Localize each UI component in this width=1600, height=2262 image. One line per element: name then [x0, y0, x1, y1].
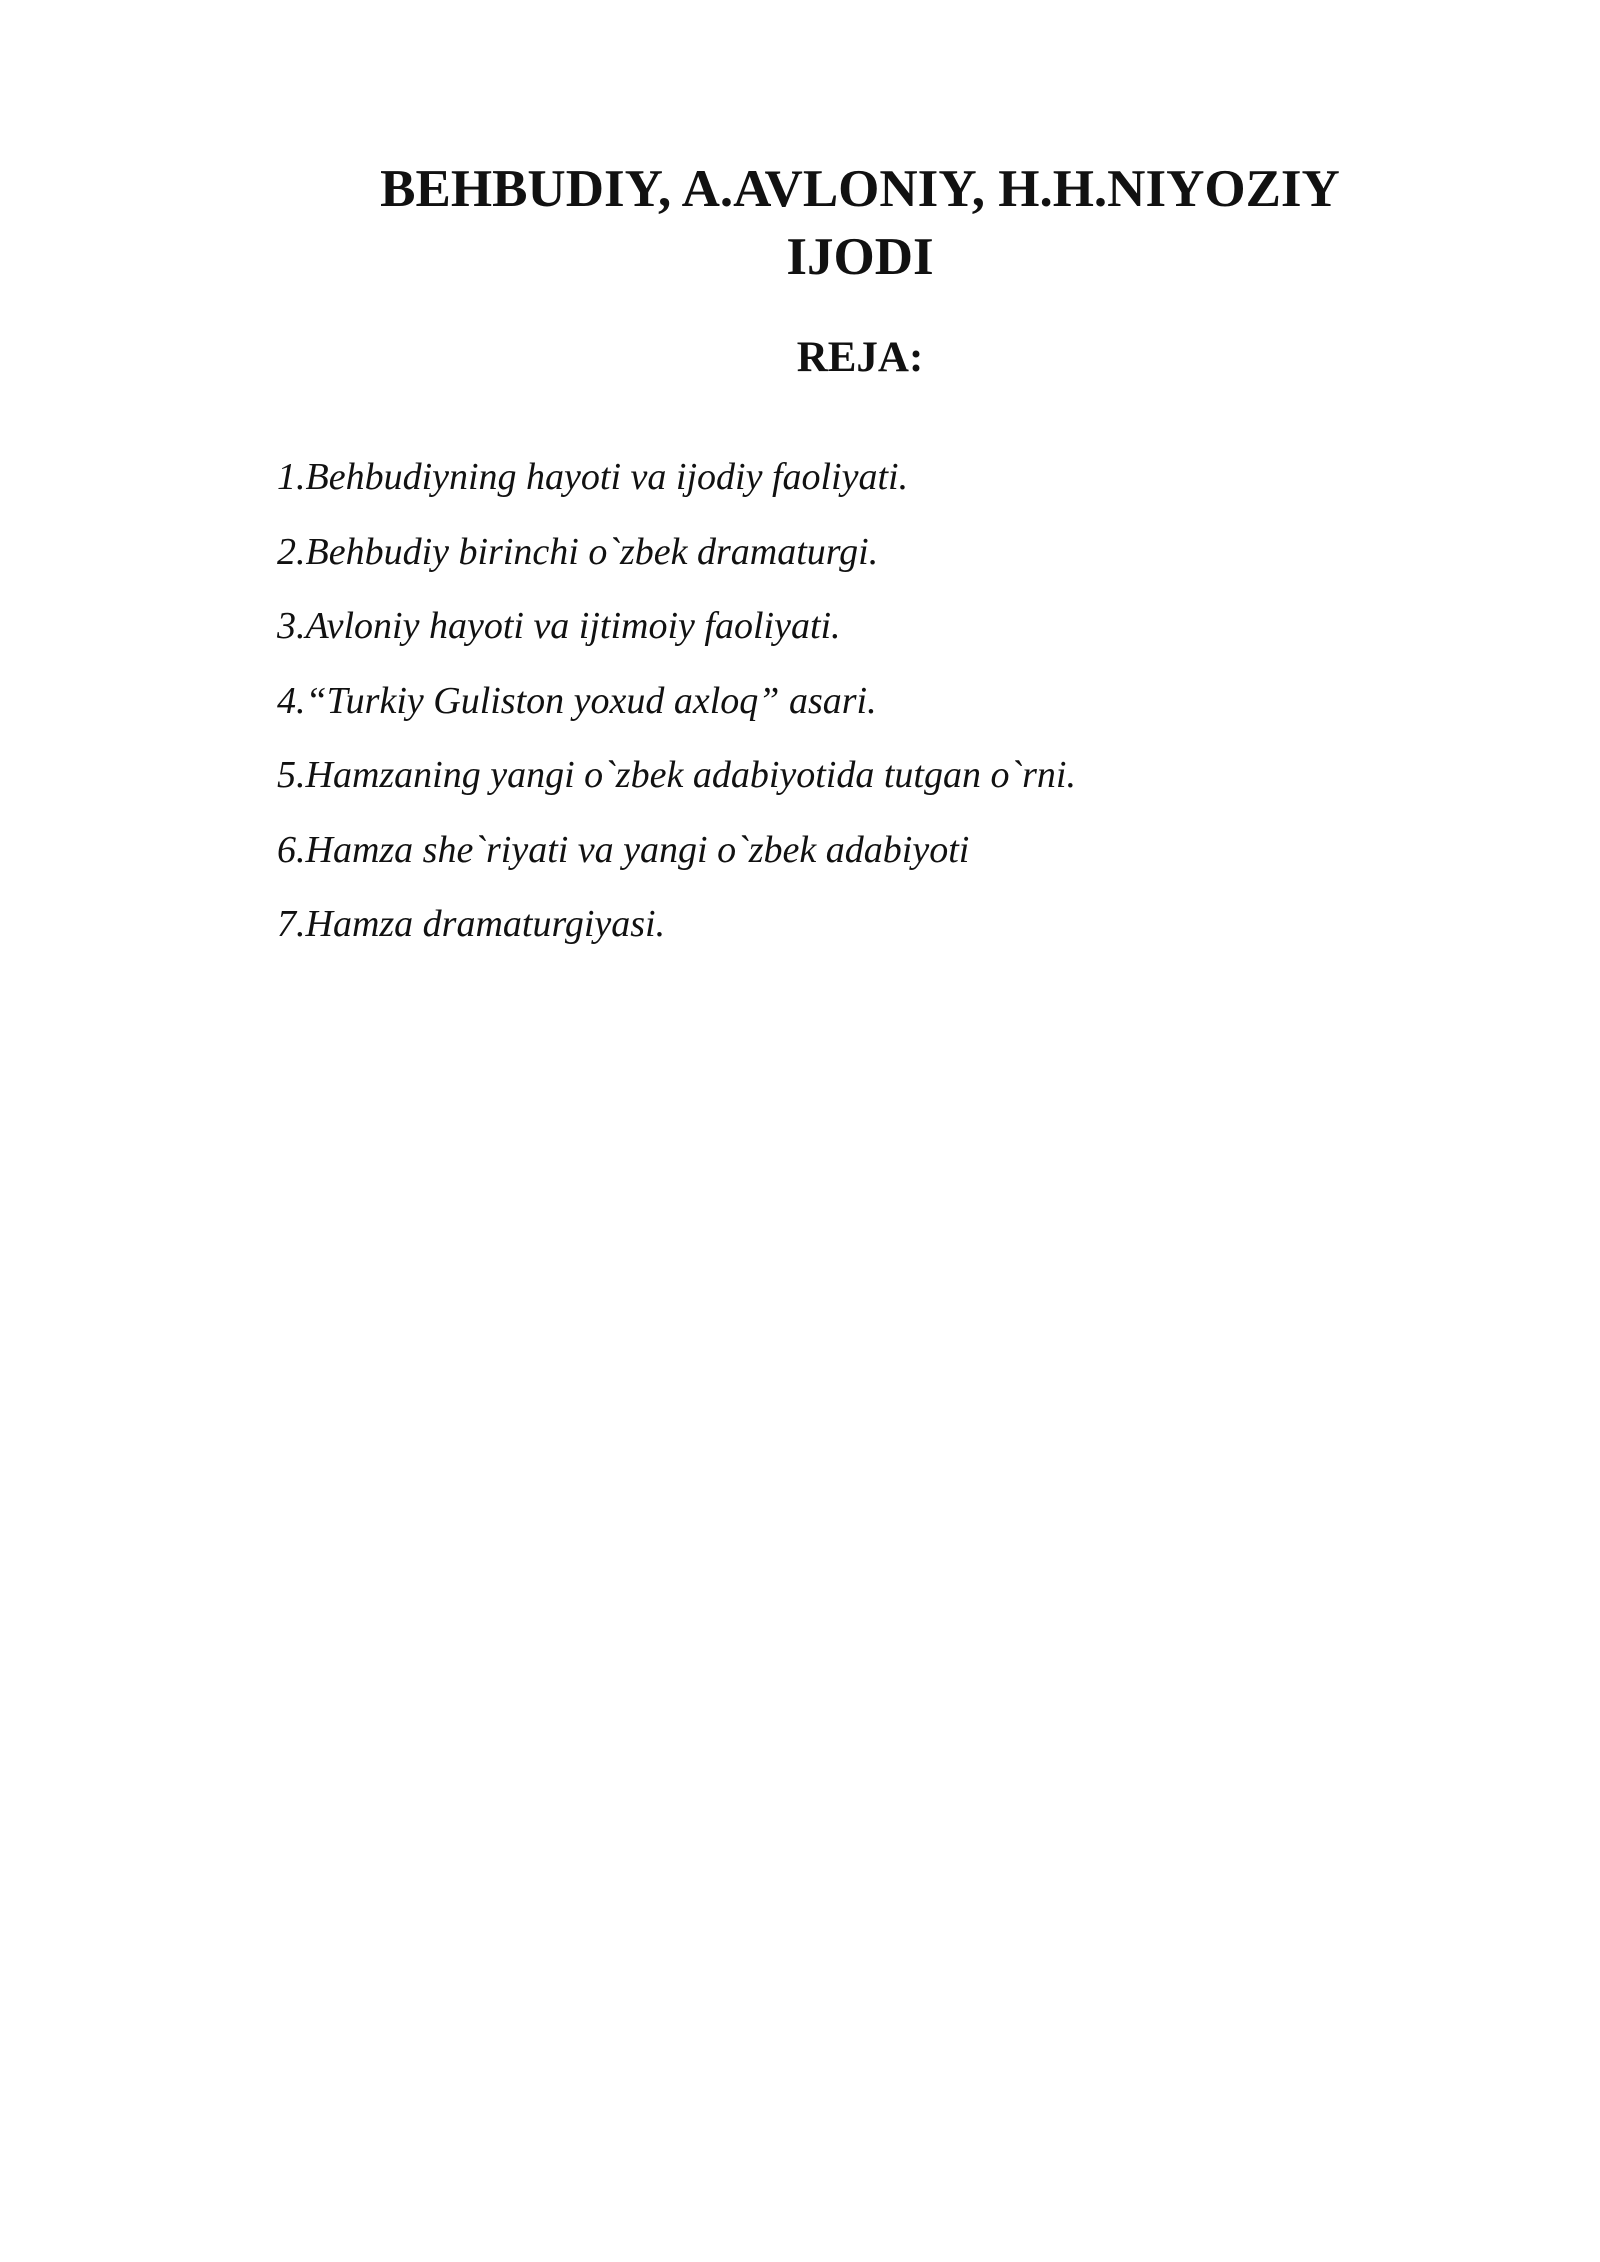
plan-heading: REJA:: [796, 334, 924, 381]
plan-item-6: 6.Hamza she`riyati va yangi o`zbek adabiyoti: [277, 828, 970, 871]
plan-item-1: 1.Behbudiyning hayoti va ijodiy faoliyati.: [277, 456, 909, 498]
plan-item-4: 4.“Turkiy Guliston yoxud axloq” asari.: [277, 679, 877, 722]
plan-item-3: 3.Avloniy hayoti va ijtimoiy faoliyati.: [277, 605, 841, 647]
plan-list: [277, 440, 1076, 962]
plan-item-7: 7.Hamza dramaturgiyasi.: [277, 903, 666, 945]
plan-item-2: 2.Behbudiy birinchi o`zbek dramaturgi.: [277, 530, 879, 573]
document-title-line-1: BEHBUDIY, A.AVLONIY, H.H.NIYOZIY: [380, 160, 1340, 218]
document-title-line-2: IJODI: [786, 228, 934, 286]
plan-item-5: 5.Hamzaning yangi o`zbek adabiyotida tutgan o`rni.: [277, 754, 1076, 796]
